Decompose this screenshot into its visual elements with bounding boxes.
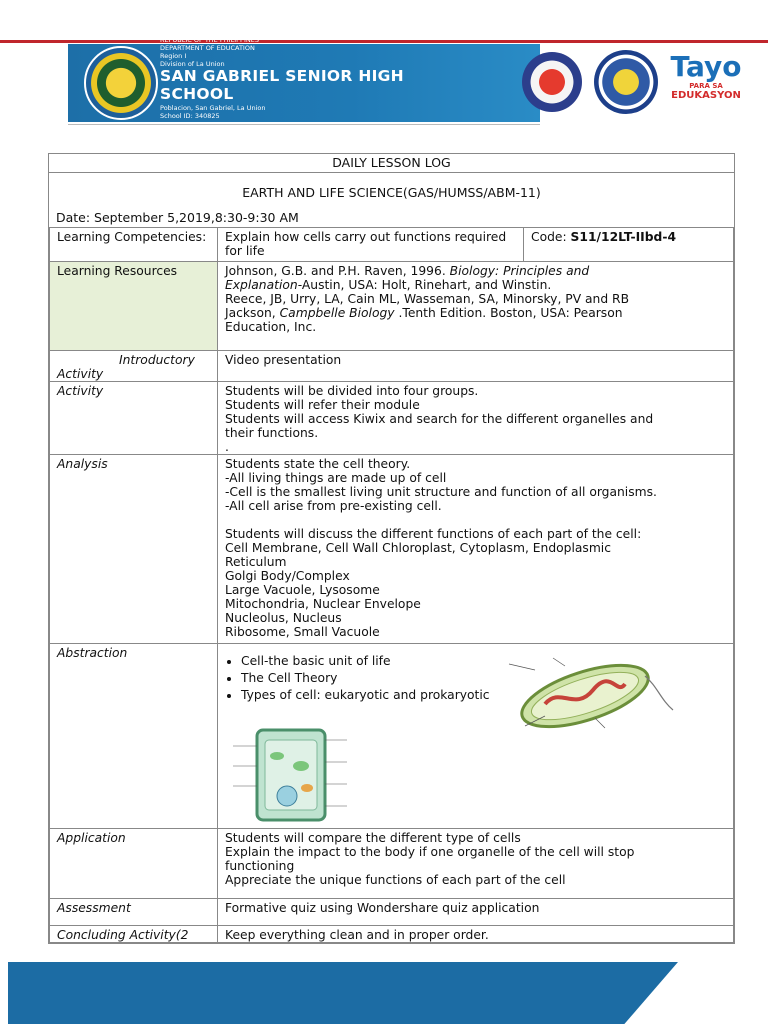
tayo-logo-main: Tayo [670,50,742,83]
row-competencies [50,228,734,262]
row-abstraction [50,644,734,829]
analysis-line: -All cell arise from pre-existing cell. [225,499,442,513]
header-republic: REPUBLIC OF THE PHILIPPINES [160,36,259,44]
row-introductory [50,351,734,382]
school-name-line1: SAN GABRIEL SENIOR HIGH [160,67,404,85]
abstraction-label: Abstraction [50,644,218,829]
analysis-label: Analysis [50,455,218,644]
eukaryotic-cell-diagram-icon [227,726,369,826]
application-label: Application [50,829,218,899]
analysis-line: -All living things are made up of cell [225,471,447,485]
competency-label: Learning Competencies: [50,228,218,262]
school-id: School ID: 340825 [160,112,220,120]
concluding-label: Concluding Activity(2 [50,926,218,943]
school-name-line2: SCHOOL [160,85,234,103]
assessment-text: Formative quiz using Wondershare quiz application [218,899,734,926]
resources-text [218,262,734,351]
row-resources [50,262,734,351]
division-seal-icon [522,52,582,112]
analysis-blank [225,513,729,527]
resource-1b: Biology: Principles and [449,264,590,278]
tayo-logo-edu: EDUKASYON [671,90,741,101]
application-line: functioning [225,859,295,873]
resource-1c: Explanation [225,278,298,292]
header-region: Region I [160,52,187,60]
row-concluding [50,926,734,943]
resource-2c: Campbelle Biology [279,306,395,320]
activity-line: Students will access Kiwix and search for the different organelles and [225,412,654,426]
application-text [218,829,734,899]
analysis-line: Mitochondria, Nuclear Envelope [225,597,421,611]
lesson-log [48,153,735,944]
analysis-line: Cell Membrane, Cell Wall Chloroplast, Cytoplasm, Endoplasmic [225,541,611,555]
analysis-line: Reticulum [225,555,287,569]
resource-2b: Jackson, [225,306,280,320]
row-assessment [50,899,734,926]
school-seal-icon [84,46,158,120]
log-table [49,227,734,943]
school-address: Poblacion, San Gabriel, La Union [160,104,266,112]
prokaryotic-cell-diagram-icon [505,656,675,730]
activity-line: Students will refer their module [225,398,420,412]
code-label: Code: [531,230,571,244]
log-subject: EARTH AND LIFE SCIENCE(GAS/HUMSS/ABM-11) [242,185,541,200]
row-analysis [50,455,734,644]
competency-text: Explain how cells carry out functions required for life [218,228,524,262]
activity-line: . [225,440,229,454]
activity-line: their functions. [225,426,319,440]
resource-1a: Johnson, G.B. and P.H. Raven, 1996. [225,264,450,278]
assessment-label: Assessment [50,899,218,926]
code-value: S11/12LT-IIbd-4 [570,230,677,244]
intro-label-b: Activity [57,367,104,381]
log-title: DAILY LESSON LOG [49,154,734,173]
header-divider [68,124,540,125]
abstraction-bullet: • Cell-the basic unit of life [241,654,729,668]
resource-2e: Education, Inc. [225,320,317,334]
intro-text: Video presentation [218,351,734,382]
resource-2a: Reece, JB, Urry, LA, Cain ML, Wasseman, SA, Minorsky, PV and RB [225,292,630,306]
intro-label-a: Introductory [119,353,195,367]
footer-band [8,962,678,1024]
analysis-line: Ribosome, Small Vacuole [225,625,380,639]
abstraction-bullet: • The Cell Theory [241,671,729,685]
code-cell [524,228,734,262]
school-name [160,67,404,103]
resource-2d: .Tenth Edition. Boston, USA: Pearson [394,306,623,320]
analysis-text [218,455,734,644]
application-line: Students will compare the different type of cells [225,831,521,845]
row-activity [50,382,734,455]
row-application [50,829,734,899]
analysis-line: Nucleolus, Nucleus [225,611,342,625]
resources-label: Learning Resources [50,262,218,351]
concluding-text: Keep everything clean and in proper order. [218,926,734,943]
application-line: Appreciate the unique functions of each part of the cell [225,873,566,887]
resource-1d: -Austin, USA: Holt, Rinehart, and Winstin. [297,278,552,292]
abstraction-body [225,654,729,828]
analysis-line: Golgi Body/Complex [225,569,350,583]
tayo-logo-sub: PARA SA [689,82,723,90]
activity-label: Activity [50,382,218,455]
activity-line: Students will be divided into four groups. [225,384,479,398]
application-line: Explain the impact to the body if one organelle of the cell will stop [225,845,635,859]
intro-label [50,351,218,382]
analysis-line: Large Vacuole, Lysosome [225,583,380,597]
abstraction-bullet: • Types of cell: eukaryotic and prokaryotic [241,688,729,702]
analysis-line: Students will discuss the different functions of each part of the cell: [225,527,642,541]
log-date: Date: September 5,2019,8:30-9:30 AM [56,210,299,225]
header-deped: DEPARTMENT OF EDUCATION [160,44,255,52]
deped-seal-icon [594,50,658,114]
header-division: Division of La Union [160,60,225,68]
top-red-line [0,40,768,43]
abstraction-content [218,644,734,829]
tayo-logo [666,52,746,101]
analysis-line: -Cell is the smallest living unit structure and function of all organisms. [225,485,657,499]
activity-text [218,382,734,455]
analysis-line: Students state the cell theory. [225,457,411,471]
